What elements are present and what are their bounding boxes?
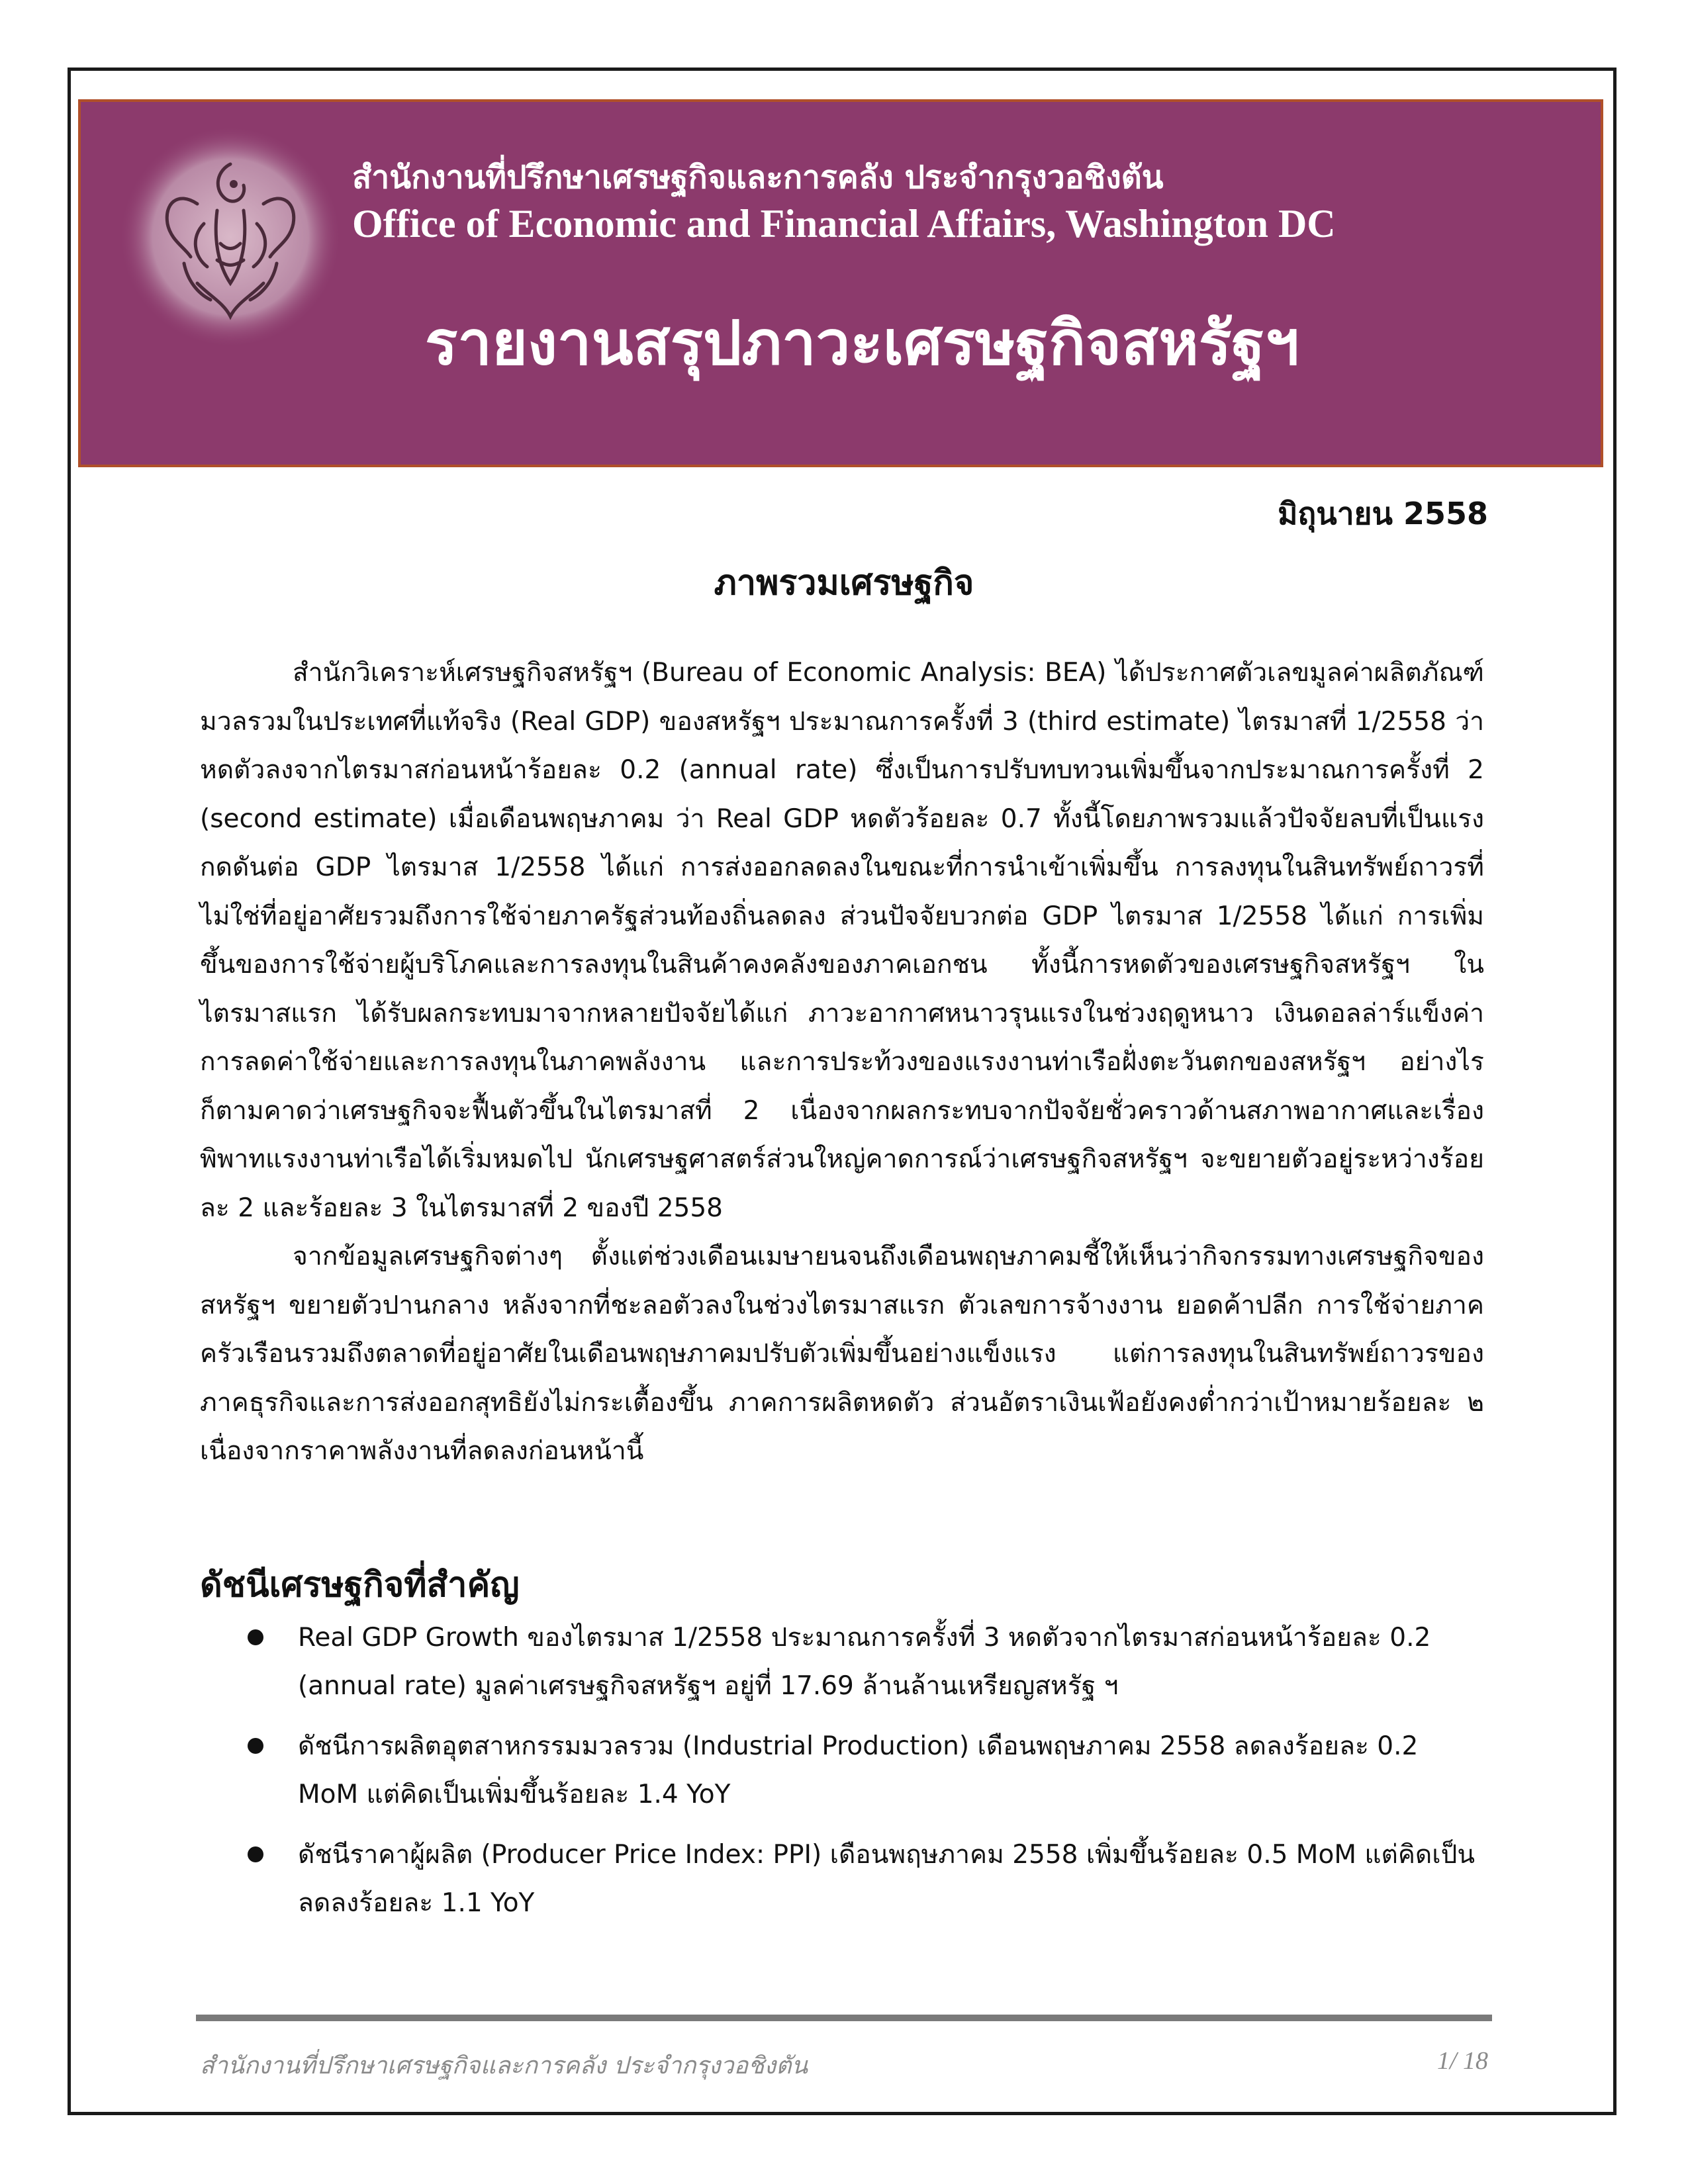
indicators-list (200, 1614, 1484, 1939)
overview-heading: ภาพรวมเศรษฐกิจ (714, 563, 974, 603)
page-number: 1/ 18 (1436, 2047, 1488, 2075)
garuda-emblem-icon (118, 124, 343, 349)
indicators-heading: ดัชนีเศรษฐกิจที่สำคัญ (200, 1565, 520, 1605)
indicator-text: Real GDP Growth ของไตรมาส 1/2558 ประมาณการครั้งที่ 3 หดตัวจากไตรมาสก่อนหน้าร้อยละ 0.2 (annual rate) มูลค่าเศรษฐกิจสหรัฐฯ อยู่ที่ 17.69 ล้านล้านเหรียญสหรัฐ ฯ (298, 1623, 1431, 1701)
footer-office-name: สำนักงานที่ปรึกษาเศรษฐกิจและการคลัง ประจำกรุงวอชิงตัน (200, 2052, 808, 2079)
overview-paragraph: จากข้อมูลเศรษฐกิจต่างๆ ตั้งแต่ช่วงเดือนเมษายนจนถึงเดือนพฤษภาคมชี้ให้เห็นว่ากิจกรรมทางเศรษฐกิจของสหรัฐฯ ขยายตัวปานกลาง หลังจากที่ชะลอตัวลงในช่วงไตรมาสแรก ตัวเลขการจ้างงาน ยอดค้าปลีก การใช้จ่ายภาคครัวเรือนรวมถึงตลาดที่อยู่อาศัยในเดือนพฤษภาคมปรับตัวเพิ่มขึ้นอย่างแข็งแรง แต่การลงทุนในสินทรัพย์ถาวรของภาคธุรกิจและการส่งออกสุทธิยังไม่กระเตื้องขึ้น ภาคการผลิตหดตัว ส่วนอัตราเงินเฟ้อยังคงต่ำกว่าเป้าหมายร้อยละ ๒ เนื่องจากราคาพลังงานที่ลดลงก่อนหน้านี้ (200, 1242, 1484, 1466)
overview-body (200, 649, 1484, 1476)
office-name-thai: สำนักงานที่ปรึกษาเศรษฐกิจและการคลัง ประจำกรุงวอชิงตัน (352, 159, 1164, 196)
report-date: มิถุนายน 2558 (1278, 496, 1488, 531)
office-name-english: Office of Economic and Financial Affairs, Washington DC (352, 202, 1336, 246)
bullet-icon (248, 1846, 263, 1862)
indicator-text: ดัชนีการผลิตอุตสาหกรรมมวลรวม (Industrial Production) เดือนพฤษภาคม 2558 ลดลงร้อยละ 0.2 MoM แต่คิดเป็นเพิ่มขึ้นร้อยละ 1.4 YoY (298, 1731, 1419, 1809)
list-item (200, 1831, 1484, 1927)
header-banner (78, 99, 1603, 467)
bullet-icon (248, 1629, 263, 1645)
list-item (200, 1722, 1484, 1819)
list-item (200, 1614, 1484, 1710)
report-title: รายงานสรุปภาวะเศรษฐกิจสหรัฐฯ (425, 308, 1299, 379)
bullet-icon (248, 1738, 263, 1754)
footer-divider (196, 2015, 1492, 2021)
indicator-text: ดัชนีราคาผู้ผลิต (Producer Price Index: PPI) เดือนพฤษภาคม 2558 เพิ่มขึ้นร้อยละ 0.5 MoM แต่คิดเป็นลดลงร้อยละ 1.1 YoY (298, 1840, 1475, 1918)
overview-paragraph: สำนักวิเคราะห์เศรษฐกิจสหรัฐฯ (Bureau of Economic Analysis: BEA) ได้ประกาศตัวเลขมูลค่าผลิตภัณฑ์มวลรวมในประเทศที่แท้จริง (Real GDP) ของสหรัฐฯ ประมาณการครั้งที่ 3 (third estimate) ไตรมาสที่ 1/2558 ว่าหดตัวลงจากไตรมาสก่อนหน้าร้อยละ 0.2 (annual rate) ซึ่งเป็นการปรับทบทวนเพิ่มขึ้นจากประมาณการครั้งที่ 2 (second estimate) เมื่อเดือนพฤษภาคม ว่า Real GDP หดตัวร้อยละ 0.7 ทั้งนี้โดยภาพรวมแล้วปัจจัยลบที่เป็นแรงกดดันต่อ GDP ไตรมาส 1/2558 ได้แก่ การส่งออกลดลงในขณะที่การนำเข้าเพิ่มขึ้น การลงทุนในสินทรัพย์ถาวรที่ไม่ใช่ที่อยู่อาศัยรวมถึงการใช้จ่ายภาครัฐส่วนท้องถิ่นลดลง ส่วนปัจจัยบวกต่อ GDP ไตรมาส 1/2558 ได้แก่ การเพิ่มขึ้นของการใช้จ่ายผู้บริโภคและการลงทุนในสินค้าคงคลังของภาคเอกชน ทั้งนี้การหดตัวของเศรษฐกิจสหรัฐฯ ในไตรมาสแรก ได้รับผลกระทบมาจากหลายปัจจัยได้แก่ ภาวะอากาศหนาวรุนแรงในช่วงฤดูหนาว เงินดอลล่าร์แข็งค่า การลดค่าใช้จ่ายและการลงทุนในภาคพลังงาน และการประท้วงของแรงงานท่าเรือฝั่งตะวันตกของสหรัฐฯ อย่างไรก็ตามคาดว่าเศรษฐกิจจะฟื้นตัวขึ้นในไตรมาสที่ 2 เนื่องจากผลกระทบจากปัจจัยชั่วคราวด้านสภาพอากาศและเรื่องพิพาทแรงงานท่าเรือได้เริ่มหมดไป นักเศรษฐศาสตร์ส่วนใหญ่คาดการณ์ว่าเศรษฐกิจสหรัฐฯ จะขยายตัวอยู่ระหว่างร้อยละ 2 และร้อยละ 3 ในไตรมาสที่ 2 ของปี 2558 (200, 658, 1484, 1223)
